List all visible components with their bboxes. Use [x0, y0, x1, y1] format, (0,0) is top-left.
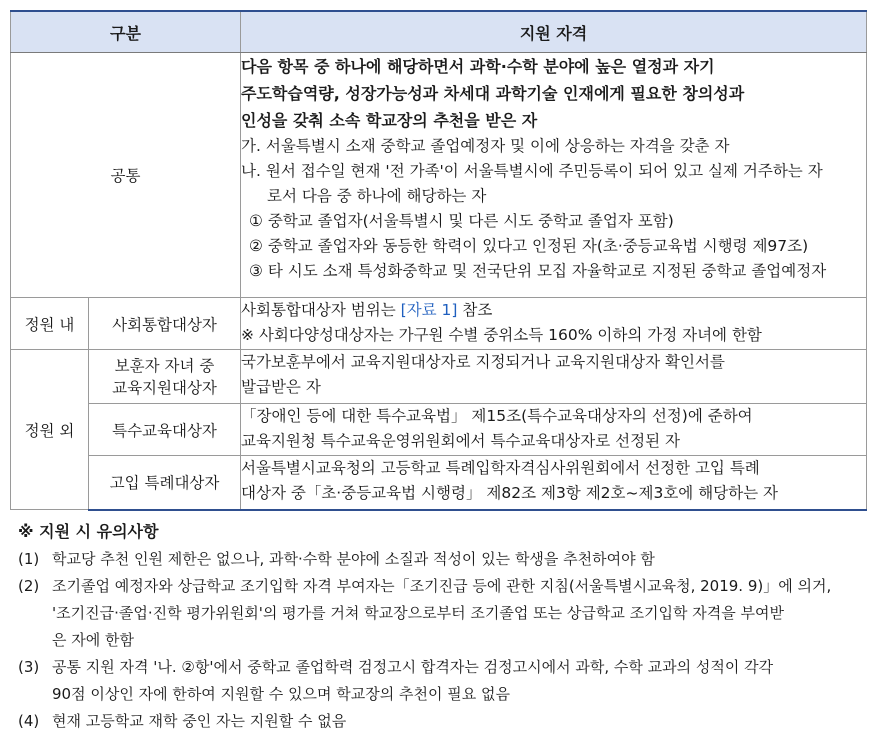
reference-link[interactable]: [자료 1]	[400, 301, 458, 319]
common-sub-item-2: ② 중학교 졸업자와 동등한 학력이 있다고 인정된 자(초·중등교육법 시행령 제97조)	[249, 237, 809, 255]
note-item-3	[18, 654, 868, 708]
social-integration-prefix: 사회통합대상자 범위는	[241, 301, 401, 319]
social-integration-suffix: 참조	[457, 301, 493, 319]
group-label-out-quota: 정원 외	[11, 350, 89, 510]
note-number-2: (2)	[18, 577, 40, 595]
row-label-veterans	[89, 350, 241, 404]
row-label-special-admission: 고입 특례대상자	[89, 456, 241, 510]
notes-title: ※ 지원 시 유의사항	[18, 522, 159, 541]
row-label-veterans-line-1: 보훈자 자녀 중	[114, 356, 215, 375]
note-3-line-1: 공통 지원 자격 '나. ②항'에서 중학교 졸업학력 검정고시 합격자는 검정고시에서 과학, 수학 교과의 성적이 각각	[52, 658, 774, 676]
special-admission-line-2: 대상자 중「초·중등교육법 시행령」 제82조 제3항 제2호~제3호에 해당하는 자	[241, 484, 778, 502]
social-integration-line-2: ※ 사회다양성대상자는 가구원 수별 중위소득 160% 이하의 가정 자녀에 한함	[241, 326, 762, 344]
common-intro-line-1: 다음 항목 중 하나에 해당하면서 과학·수학 분야에 높은 열정과 자기	[241, 57, 715, 76]
social-integration-line-1	[241, 298, 866, 323]
qualification-table	[10, 10, 867, 511]
application-notes	[18, 518, 868, 735]
common-item-ga: 가. 서울특별시 소재 중학교 졸업예정자 및 이에 상응하는 자격을 갖춘 자	[241, 137, 730, 155]
note-2-line-1: 조기졸업 예정자와 상급학교 조기입학 자격 부여자는「조기진급 등에 관한 지침(서울특별시교육청, 2019. 9)」에 의거,	[52, 577, 832, 595]
note-4-line-1: 현재 고등학교 재학 중인 자는 지원할 수 없음	[52, 712, 347, 730]
special-admission-cell	[241, 456, 867, 510]
note-2-line-2: '조기진급·졸업·진학 평가위원회'의 평가를 거쳐 학교장으로부터 조기졸업 또는 상급학교 조기입학 자격을 부여받	[52, 604, 785, 622]
note-item-2	[18, 573, 868, 654]
table-row-special-admission	[11, 456, 867, 510]
note-number-4: (4)	[18, 712, 40, 730]
row-label-special-education: 특수교육대상자	[89, 404, 241, 456]
note-3-line-2: 90점 이상인 자에 한하여 지원할 수 있으며 학교장의 추천이 필요 없음	[52, 685, 511, 703]
special-education-line-2: 교육지원청 특수교육운영위원회에서 특수교육대상자로 선정된 자	[241, 432, 680, 450]
veterans-line-1: 국가보훈부에서 교육지원대상자로 지정되거나 교육지원대상자 확인서를	[241, 353, 725, 371]
social-integration-cell	[241, 298, 867, 350]
table-header-row	[11, 11, 867, 53]
note-1-line-1: 학교당 추천 인원 제한은 없으나, 과학·수학 분야에 소질과 적성이 있는 학생을 추천하여야 함	[52, 550, 655, 568]
common-sub-item-1: ① 중학교 졸업자(서울특별시 및 다른 시도 중학교 졸업자 포함)	[249, 212, 674, 230]
special-education-cell	[241, 404, 867, 456]
veterans-line-2: 발급받은 자	[241, 378, 321, 396]
note-2-line-3: 은 자에 한함	[52, 631, 134, 649]
common-item-na-line-1: 나. 원서 접수일 현재 '전 가족'이 서울특별시에 주민등록이 되어 있고 실제 거주하는 자	[241, 162, 823, 180]
header-category: 구분	[11, 11, 241, 53]
note-number-1: (1)	[18, 550, 40, 568]
common-qualification-cell	[241, 53, 867, 298]
common-sub-item-3: ③ 타 시도 소재 특성화중학교 및 전국단위 모집 자율학교로 지정된 중학교 졸업예정자	[249, 262, 827, 280]
table-row-in-quota	[11, 298, 867, 350]
common-item-na-line-2: 로서 다음 중 하나에 해당하는 자	[267, 187, 487, 205]
row-label-social-integration: 사회통합대상자	[89, 298, 241, 350]
note-item-4	[18, 708, 868, 735]
veterans-cell	[241, 350, 867, 404]
common-intro-line-3: 인성을 갖춰 소속 학교장의 추천을 받은 자	[241, 111, 538, 130]
row-label-veterans-line-2: 교육지원대상자	[112, 378, 217, 397]
special-admission-line-1: 서울특별시교육청의 고등학교 특례입학자격심사위원회에서 선정한 고입 특례	[241, 459, 760, 477]
common-intro-line-2: 주도학습역량, 성장가능성과 차세대 과학기술 인재에게 필요한 창의성과	[241, 84, 745, 103]
table-row-special-education	[11, 404, 867, 456]
note-item-1	[18, 546, 868, 573]
table-row-common	[11, 53, 867, 298]
table-row-veterans	[11, 350, 867, 404]
row-label-common: 공통	[11, 53, 241, 298]
header-qualification: 지원 자격	[241, 11, 867, 53]
note-number-3: (3)	[18, 658, 40, 676]
special-education-line-1: 「장애인 등에 대한 특수교육법」 제15조(특수교육대상자의 선정)에 준하여	[241, 407, 753, 425]
group-label-in-quota: 정원 내	[11, 298, 89, 350]
